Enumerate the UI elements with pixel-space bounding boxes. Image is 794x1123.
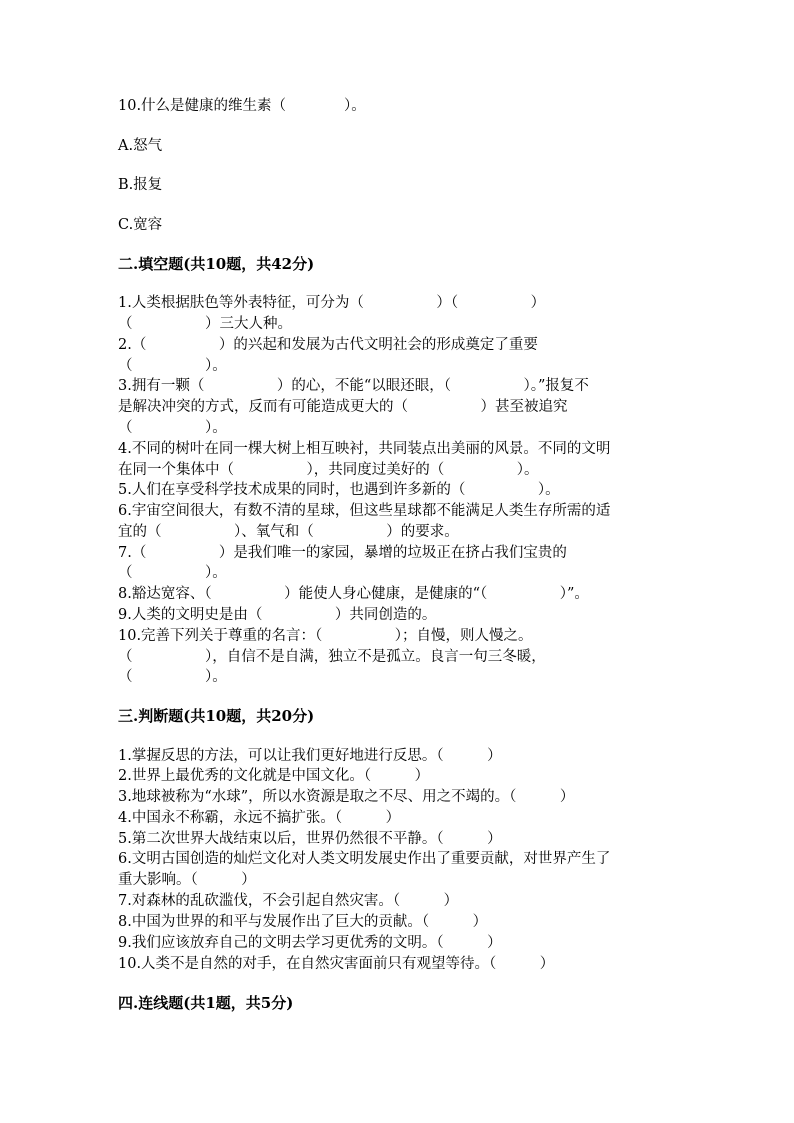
judge-line: 1.掌握反思的方法，可以让我们更好地进行反思。（ ） <box>118 748 502 764</box>
judge-line: 5.第二次世界大战结束以后，世界仍然很不平静。（ ） <box>118 831 502 847</box>
fill-line: （ ）三大人种。 <box>118 316 292 332</box>
option-b: B.报复 <box>118 177 163 193</box>
judge-line: 9.我们应该放弃自己的文明去学习更优秀的文明。（ ） <box>118 935 502 951</box>
fill-line: 6.宇宙空间很大，有数不清的星球，但这些星球都不能满足人类生存所需的适 <box>118 503 611 519</box>
fill-line: 7.（ ）是我们唯一的家园，暴增的垃圾正在挤占我们宝贵的 <box>118 545 567 561</box>
fill-line: （ ），自信不是自满，独立不是孤立。良言一句三冬暖， <box>118 649 546 665</box>
fill-line: 10.完善下列关于尊重的名言：（ ）；自慢，则人慢之。 <box>118 628 533 644</box>
option-a: A.怒气 <box>118 138 163 154</box>
fill-line: 是解决冲突的方式，反而有可能造成更大的（ ）甚至被追究 <box>118 399 568 415</box>
section-heading-fill: 二.填空题(共10题，共42分) <box>118 255 315 273</box>
fill-line: （ ）。 <box>118 358 227 374</box>
section-heading-match: 四.连线题(共1题，共5分) <box>118 994 294 1012</box>
fill-line: 4.不同的树叶在同一棵大树上相互映衬，共同装点出美丽的风景。不同的文明 <box>118 441 611 457</box>
fill-line: 9.人类的文明史是由（ ）共同创造的。 <box>118 607 437 623</box>
fill-line: （ ）。 <box>118 669 227 685</box>
judge-line: 10.人类不是自然的对手，在自然灾害面前只有观望等待。（ ） <box>118 956 555 972</box>
judge-line: 8.中国为世界的和平与发展作出了巨大的贡献。（ ） <box>118 914 488 930</box>
fill-line: 3.拥有一颗（ ）的心，不能“以眼还眼，（ ）。”报复不 <box>118 378 589 394</box>
fill-line: （ ）。 <box>118 565 227 581</box>
judge-line: 7.对森林的乱砍滥伐，不会引起自然灾害。（ ） <box>118 893 459 909</box>
fill-line: 2.（ ）的兴起和发展为古代文明社会的形成奠定了重要 <box>118 337 538 353</box>
option-c: C.宽容 <box>118 217 163 233</box>
fill-line: 1.人类根据肤色等外表特征，可分为（ ）（ ） <box>118 295 546 311</box>
judge-line: 3.地球被称为“水球”，所以水资源是取之不尽、用之不竭的。（ ） <box>118 789 575 805</box>
judge-line: 2.世界上最优秀的文化就是中国文化。（ ） <box>118 768 430 784</box>
judge-line: 重大影响。（ ） <box>118 872 256 888</box>
fill-line: 8.豁达宽容、（ ）能使人身心健康，是健康的“（ ）”。 <box>118 586 589 602</box>
fill-line: 5.人们在享受科学技术成果的同时，也遇到许多新的（ ）。 <box>118 482 560 498</box>
section-heading-judge: 三.判断题(共10题，共20分) <box>118 707 315 725</box>
judge-line: 6.文明古国创造的灿烂文化对人类文明发展史作出了重要贡献，对世界产生了 <box>118 851 611 867</box>
judge-line: 4.中国永不称霸，永远不搞扩张。（ ） <box>118 810 401 826</box>
fill-line: 宜的（ ）、氧气和（ ）的要求。 <box>118 524 459 540</box>
fill-line: （ ）。 <box>118 420 227 436</box>
fill-line: 在同一个集体中（ ），共同度过美好的（ ）。 <box>118 462 539 478</box>
question-10: 10.什么是健康的维生素（ ）。 <box>118 98 366 114</box>
